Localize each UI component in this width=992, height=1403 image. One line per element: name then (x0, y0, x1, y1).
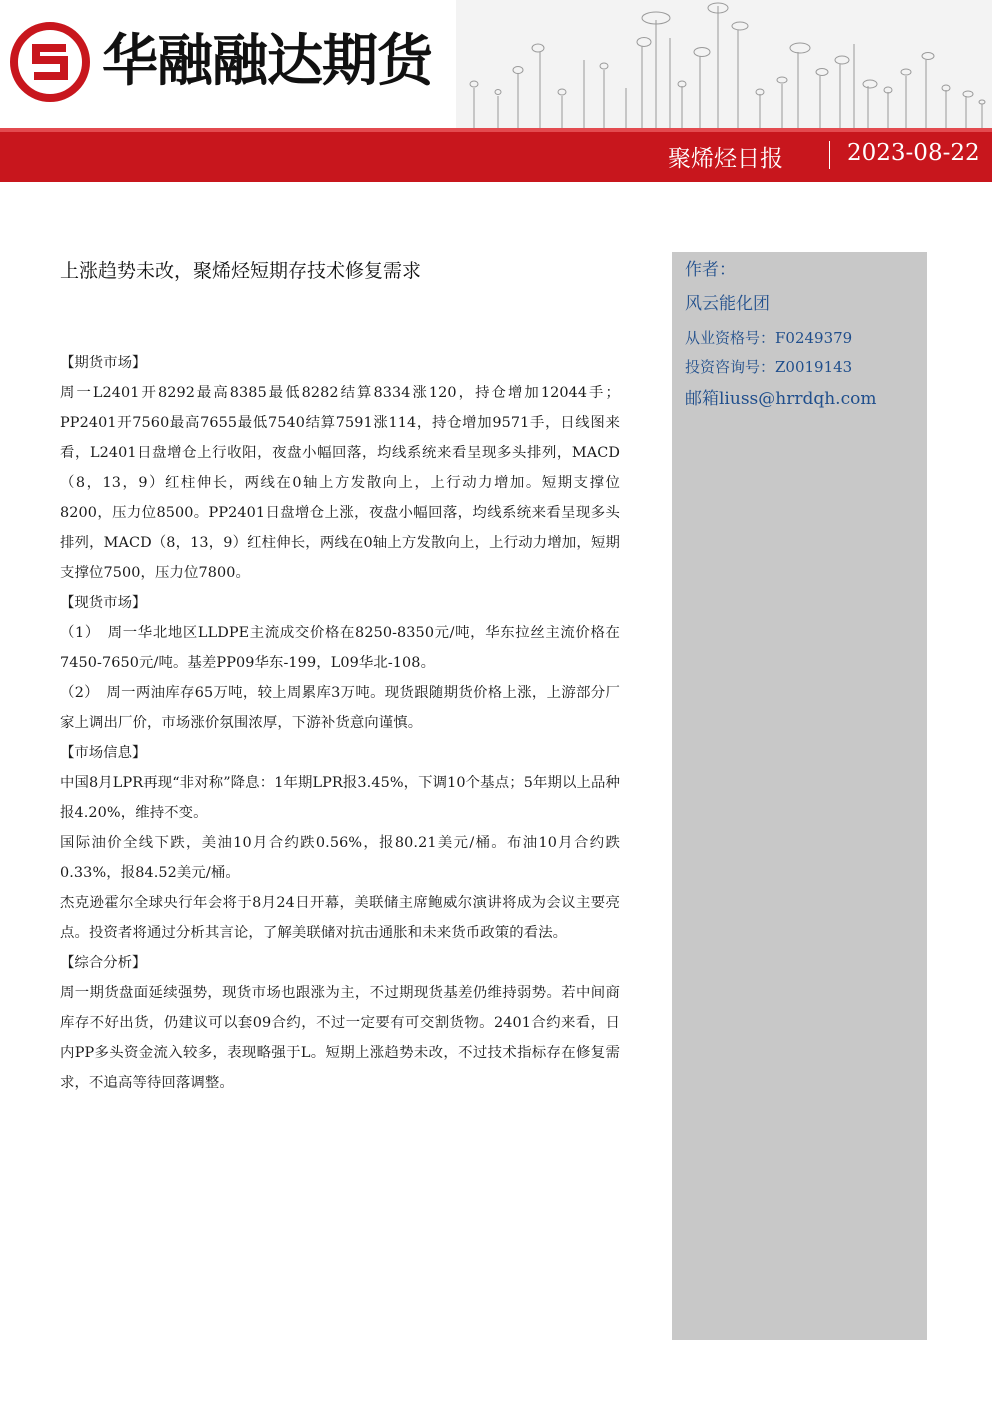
section-futures-market (60, 348, 620, 588)
brand-name: 华融融达期货 (102, 29, 432, 94)
paragraph: 杰克逊霍尔全球央行年会将于8月24日开幕，美联储主席鲍威尔演讲将成为会议主要亮点。投资者将通过分析其言论，了解美联储对抗击通胀和未来货币政策的看法。 (60, 895, 620, 941)
section-heading: 【现货市场】 (60, 595, 147, 611)
brand-logo (10, 22, 432, 102)
report-date: 2023-08-22 (847, 140, 980, 166)
header-red-bar-highlight (0, 128, 992, 132)
consulting-number: 投资咨询号：Z0019143 (685, 358, 853, 376)
author-name: 风云能化团 (685, 294, 770, 314)
section-heading: 【期货市场】 (60, 355, 147, 371)
paragraph: 中国8月LPR再现“非对称”降息：1年期LPR报3.45%，下调10个基点；5年期以上品种报4.20%，维持不变。 (60, 775, 620, 821)
decorative-balloon-lines (456, 0, 992, 128)
report-title: 聚烯烃日报 (668, 146, 783, 172)
author-email[interactable]: 邮箱liuss@hrrdqh.com (685, 389, 877, 409)
paragraph: （2） 周一两油库存65万吨，较上周累库3万吨。现货跟随期货价格上涨，上游部分厂家上调出厂价，市场涨价氛围浓厚，下游补货意向谨慎。 (60, 685, 620, 731)
paragraph: 周一L2401开8292最高8385最低8282结算8334涨120，持仓增加12044手；PP2401开7560最高7655最低7540结算7591涨114，持仓增加9571手，日线图来看，L2401日盘增仓上行收阳，夜盘小幅回落，均线系统来看呈现多头排列，MACD（8，13，9）红柱伸长，两线在0轴上方发散向上，上行动力增加。短期支撑位8200，压力位8500。PP2401日盘增仓上涨，夜盘小幅回落，均线系统来看呈现多头排列，MACD（8，13，9）红柱伸长，两线在0轴上方发散向上，上行动力增加，短期支撑位7500，压力位7800。 (60, 385, 620, 581)
title-date-separator (829, 141, 830, 169)
author-label: 作者： (685, 260, 736, 280)
author-sidebar (672, 252, 927, 1340)
paragraph: 周一期货盘面延续强势，现货市场也跟涨为主，不过期现货基差仍维持弱势。若中间商库存不好出货，仍建议可以套09合约，不过一定要有可交割货物。2401合约来看，日内PP多头资金流入较多，表现略强于L。短期上涨趋势未改，不过技术指标存在修复需求，不追高等待回落调整。 (60, 985, 620, 1091)
section-comprehensive-analysis (60, 948, 620, 1098)
brand-logo-icon (10, 22, 90, 102)
paragraph: （1） 周一华北地区LLDPE主流成交价格在8250-8350元/吨，华东拉丝主流价格在7450-7650元/吨。基差PP09华东-199，L09华北-108。 (60, 625, 620, 671)
qualification-number: 从业资格号：F0249379 (685, 329, 853, 347)
report-headline: 上涨趋势未改，聚烯烃短期存技术修复需求 (60, 260, 422, 282)
header-red-bar (0, 128, 992, 182)
section-heading: 【综合分析】 (60, 955, 147, 971)
report-header (0, 0, 992, 182)
section-market-info (60, 738, 620, 948)
section-spot-market (60, 588, 620, 738)
report-body (60, 256, 620, 1098)
paragraph: 国际油价全线下跌，美油10月合约跌0.56%，报80.21美元/桶。布油10月合约跌0.33%，报84.52美元/桶。 (60, 835, 620, 881)
section-heading: 【市场信息】 (60, 745, 147, 761)
